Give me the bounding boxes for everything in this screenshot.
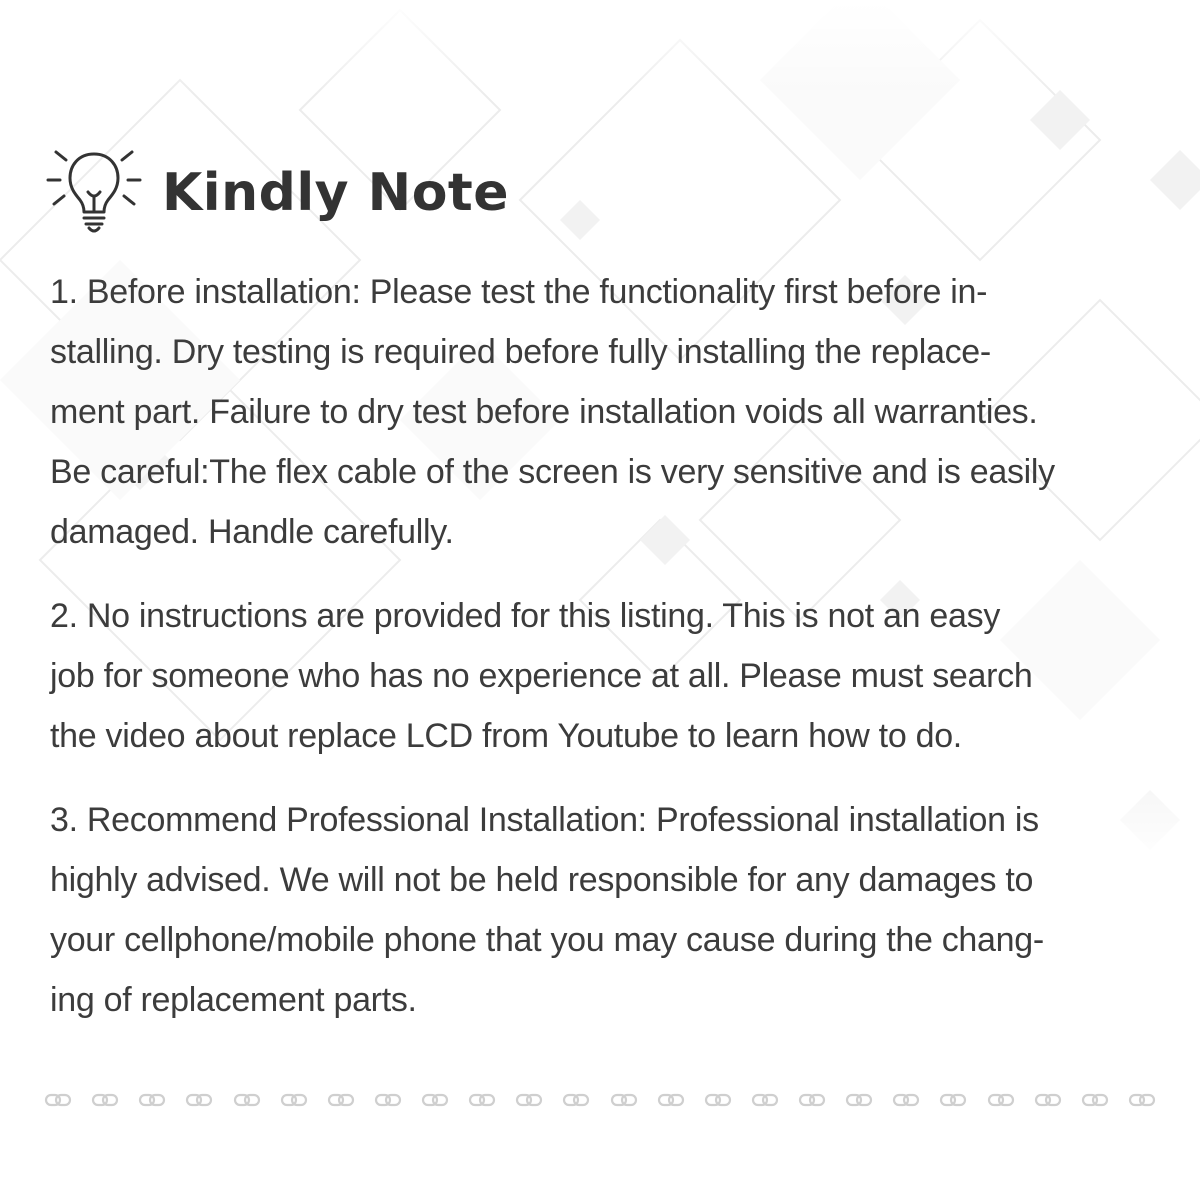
chain-link-icon <box>1128 1093 1156 1107</box>
chain-link-icon <box>562 1093 590 1107</box>
chain-link-icon <box>845 1093 873 1107</box>
chain-link-icon <box>892 1093 920 1107</box>
note-line: the video about replace LCD from Youtube to learn how to do. <box>50 717 962 755</box>
lightbulb-icon <box>44 142 144 238</box>
chain-link-icon <box>44 1093 72 1107</box>
note-item-3 <box>50 790 1160 1030</box>
note-line: 2. No instructions are provided for this listing. This is not an easy <box>50 597 1001 635</box>
chain-link-icon <box>704 1093 732 1107</box>
chain-link-icon <box>798 1093 826 1107</box>
chain-link-icon <box>327 1093 355 1107</box>
chain-link-icon <box>1081 1093 1109 1107</box>
chain-link-icon <box>468 1093 496 1107</box>
note-item-1 <box>50 262 1160 562</box>
chain-link-icon <box>374 1093 402 1107</box>
notes-list <box>50 262 1160 1054</box>
chain-link-icon <box>939 1093 967 1107</box>
page-title: Kindly Note <box>162 163 510 223</box>
chain-link-icon <box>657 1093 685 1107</box>
note-line: ing of replacement parts. <box>50 981 417 1019</box>
note-line: job for someone who has no experience at all. Please must search <box>50 657 1033 695</box>
note-line: your cellphone/mobile phone that you may cause during the chang- <box>50 921 1044 959</box>
chain-link-icon <box>185 1093 213 1107</box>
note-line: 3. Recommend Professional Installation: Professional installation is <box>50 801 1039 839</box>
chain-link-icon <box>138 1093 166 1107</box>
chain-link-icon <box>610 1093 638 1107</box>
chain-divider <box>44 1090 1156 1110</box>
chain-link-icon <box>421 1093 449 1107</box>
chain-link-icon <box>987 1093 1015 1107</box>
chain-link-icon <box>515 1093 543 1107</box>
note-line: ment part. Failure to dry test before installation voids all warranties. <box>50 393 1038 431</box>
note-item-2 <box>50 586 1160 766</box>
note-line: highly advised. We will not be held responsible for any damages to <box>50 861 1034 899</box>
note-line: Be careful:The flex cable of the screen is very sensitive and is easily <box>50 453 1055 491</box>
header <box>44 140 509 240</box>
chain-link-icon <box>91 1093 119 1107</box>
chain-link-icon <box>280 1093 308 1107</box>
note-line: stalling. Dry testing is required before fully installing the replace- <box>50 333 991 371</box>
chain-link-icon <box>233 1093 261 1107</box>
note-line: 1. Before installation: Please test the functionality first before in- <box>50 273 988 311</box>
chain-link-icon <box>1034 1093 1062 1107</box>
note-line: damaged. Handle carefully. <box>50 513 454 551</box>
chain-link-icon <box>751 1093 779 1107</box>
